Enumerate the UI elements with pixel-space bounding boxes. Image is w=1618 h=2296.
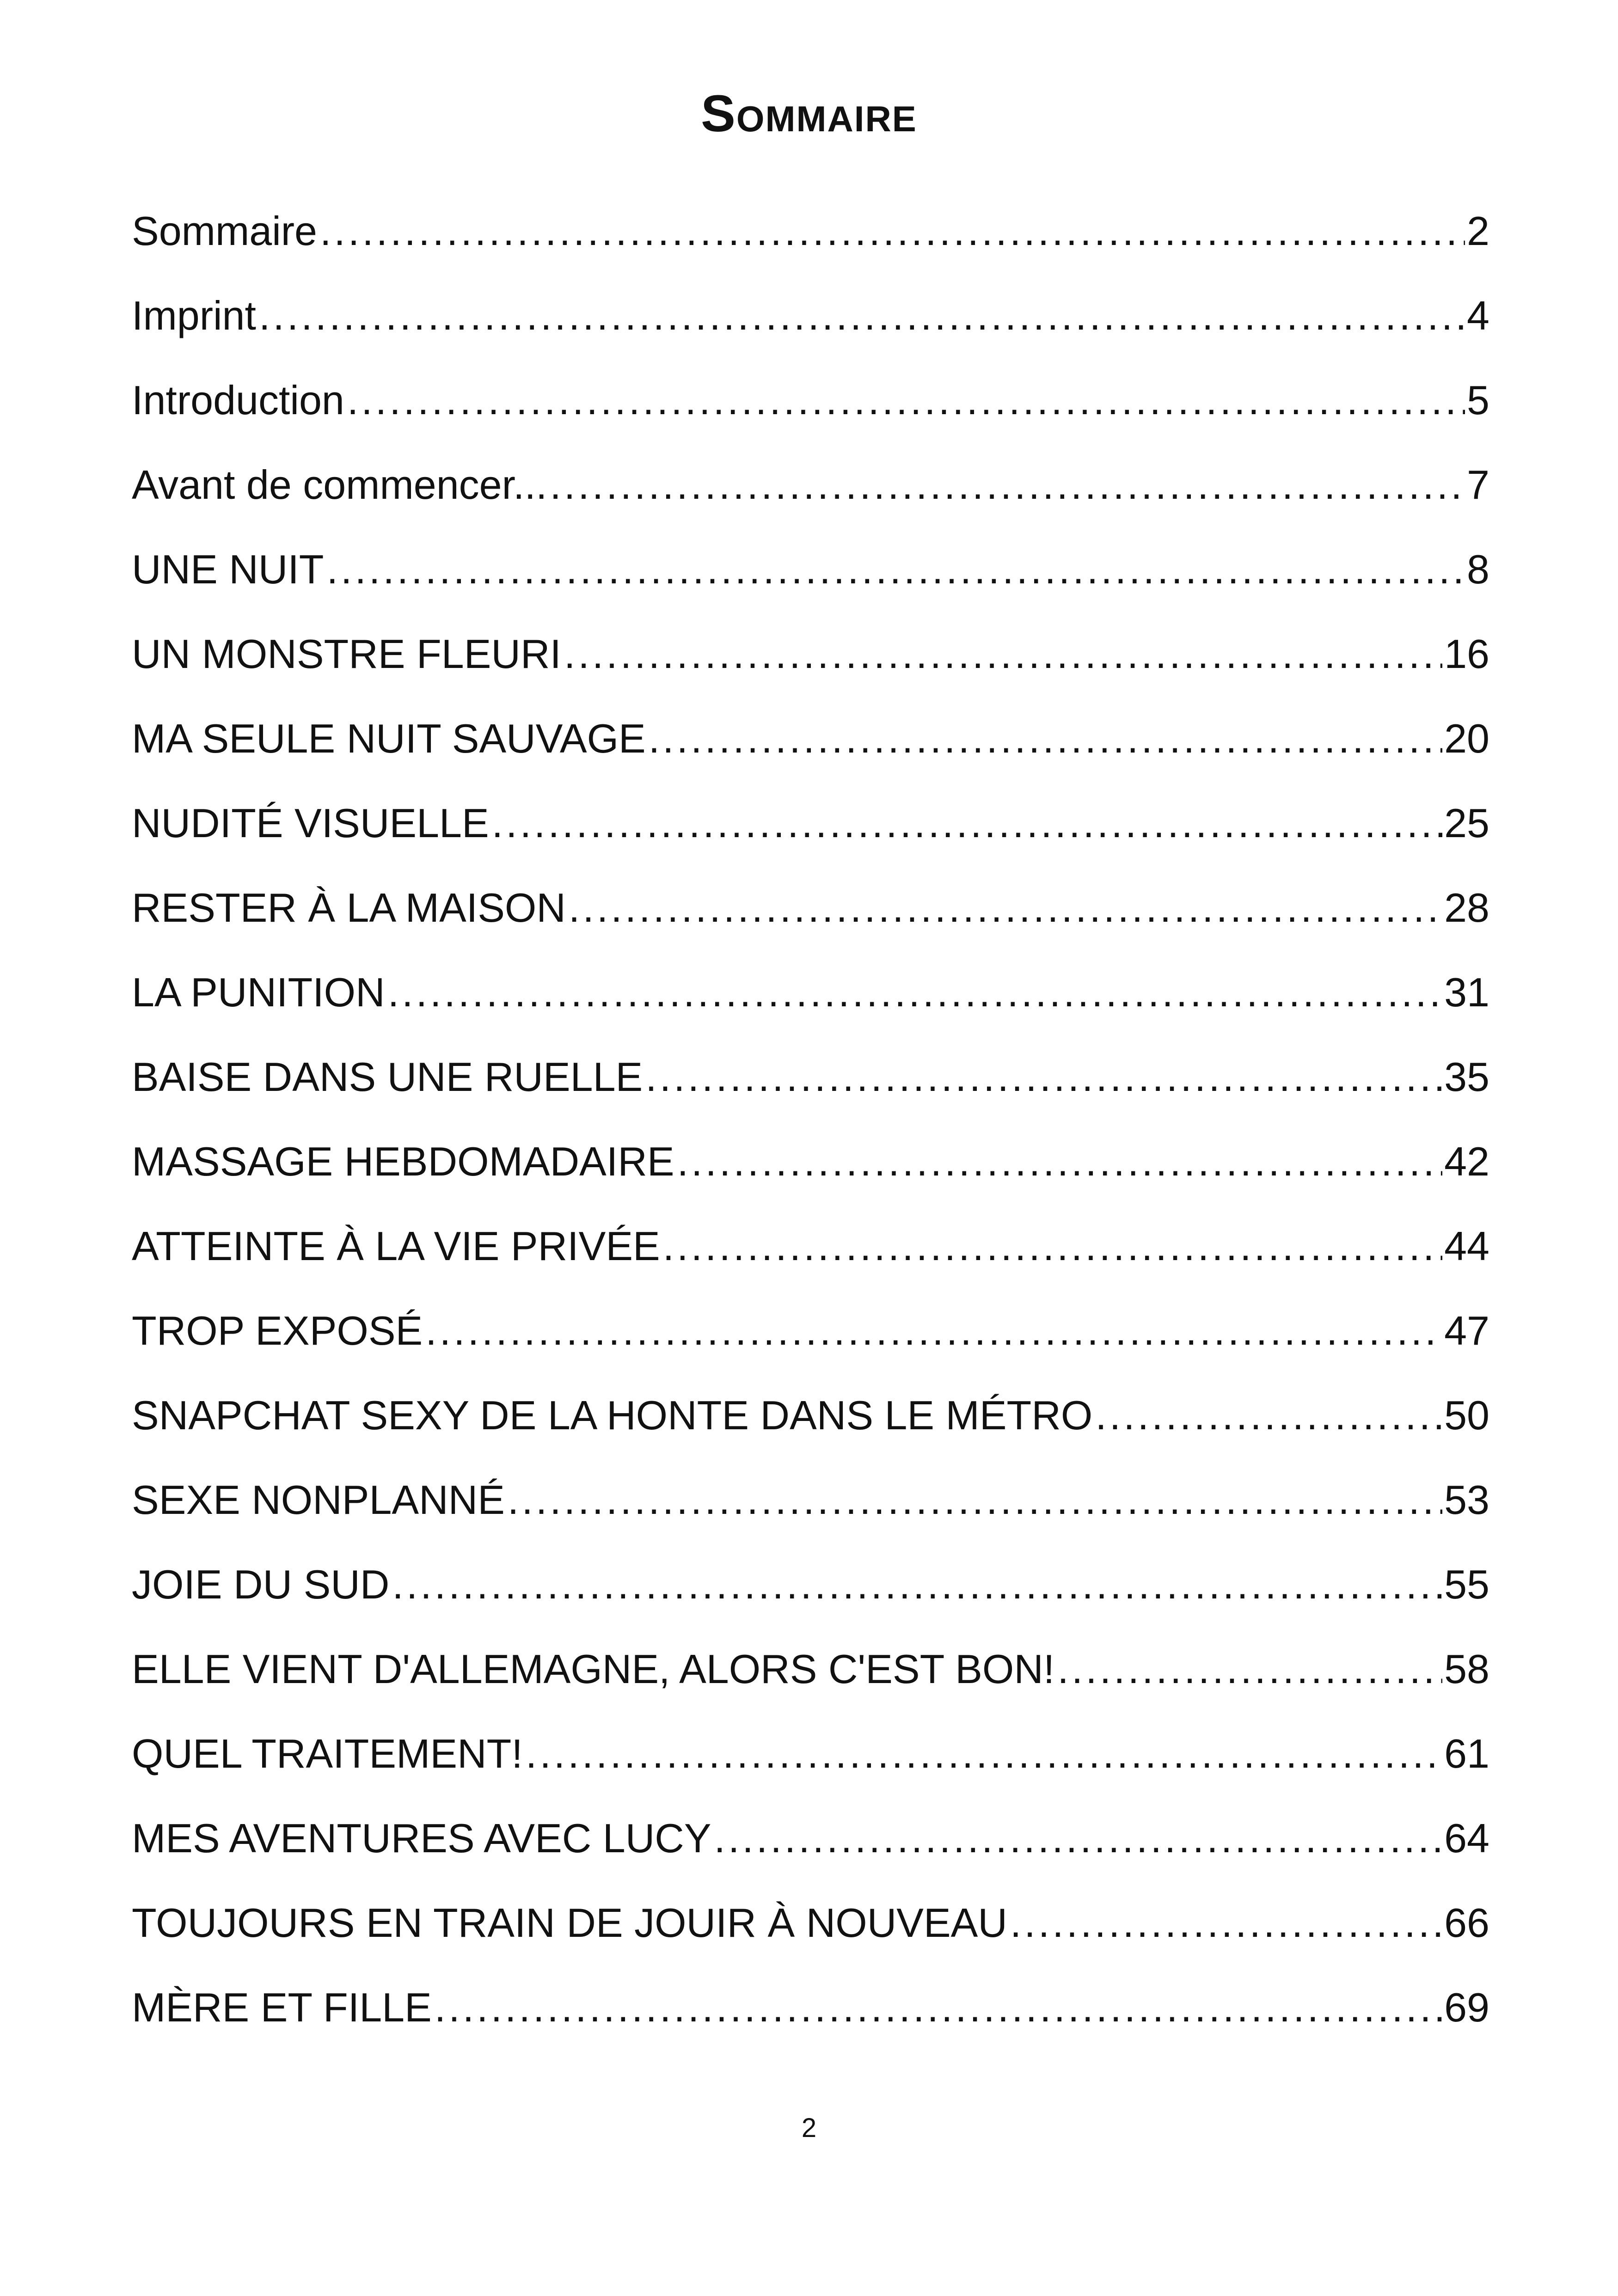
toc-entry[interactable] xyxy=(132,1721,1489,1806)
table-of-contents xyxy=(132,199,1489,2060)
toc-dot-leader xyxy=(714,1806,1443,1871)
toc-dot-leader xyxy=(569,876,1442,940)
toc-entry-page: 50 xyxy=(1444,1392,1489,1438)
toc-entry-page: 66 xyxy=(1444,1900,1489,1946)
toc-entry-label: SNAPCHAT SEXY DE LA HONTE DANS LE MÉTRO xyxy=(132,1383,1095,1448)
toc-dot-leader xyxy=(327,537,1465,602)
toc-entry-page: 47 xyxy=(1444,1308,1489,1353)
toc-dot-leader xyxy=(508,1468,1442,1532)
toc-entry-page: 69 xyxy=(1444,1984,1489,2030)
toc-entry-page: 61 xyxy=(1444,1731,1489,1776)
toc-entry-label: TOUJOURS EN TRAIN DE JOUIR À NOUVEAU xyxy=(132,1891,1010,1955)
toc-entry[interactable] xyxy=(132,1552,1489,1637)
toc-entry[interactable] xyxy=(132,1214,1489,1298)
toc-entry-page: 35 xyxy=(1444,1054,1489,1100)
toc-dot-leader xyxy=(320,199,1465,263)
toc-entry-page: 5 xyxy=(1467,377,1489,423)
toc-dot-leader xyxy=(526,1721,1442,1786)
toc-dot-leader xyxy=(649,706,1442,771)
toc-entry-label: BAISE DANS UNE RUELLE xyxy=(132,1045,645,1109)
toc-entry-label: ATTEINTE À LA VIE PRIVÉE xyxy=(132,1214,663,1279)
toc-dot-leader xyxy=(492,791,1442,856)
toc-dot-leader xyxy=(259,283,1465,348)
toc-dot-leader xyxy=(1095,1383,1442,1448)
toc-entry[interactable] xyxy=(132,1891,1489,1975)
toc-entry-label: ELLE VIENT D'ALLEMAGNE, ALORS C'EST BON! xyxy=(132,1637,1057,1702)
toc-dot-leader xyxy=(677,1129,1443,1194)
toc-entry[interactable] xyxy=(132,1637,1489,1721)
toc-entry-label: LA PUNITION xyxy=(132,960,388,1025)
toc-dot-leader xyxy=(550,453,1465,517)
toc-entry-page: 7 xyxy=(1467,462,1489,508)
toc-dot-leader xyxy=(645,1045,1442,1109)
toc-entry[interactable] xyxy=(132,960,1489,1045)
toc-entry-label: TROP EXPOSÉ xyxy=(132,1298,425,1363)
toc-entry-page: 42 xyxy=(1444,1139,1489,1184)
toc-dot-leader xyxy=(1057,1637,1442,1702)
toc-entry-page: 2 xyxy=(1467,208,1489,254)
toc-entry[interactable] xyxy=(132,876,1489,960)
toc-entry[interactable] xyxy=(132,199,1489,283)
toc-entry[interactable] xyxy=(132,1045,1489,1129)
toc-dot-leader xyxy=(435,1975,1442,2040)
toc-entry-page: 25 xyxy=(1444,800,1489,846)
toc-entry-label: JOIE DU SUD xyxy=(132,1552,392,1617)
page-title: Sommaire xyxy=(701,85,917,142)
toc-dot-leader xyxy=(388,960,1442,1025)
toc-entry[interactable] xyxy=(132,791,1489,876)
toc-dot-leader xyxy=(663,1214,1442,1279)
toc-dot-leader xyxy=(564,622,1442,686)
toc-entry[interactable] xyxy=(132,1129,1489,1214)
toc-entry-label: UN MONSTRE FLEURI xyxy=(132,622,564,686)
toc-entry[interactable] xyxy=(132,1298,1489,1383)
toc-entry-label: MA SEULE NUIT SAUVAGE xyxy=(132,706,649,771)
toc-entry-label: Sommaire xyxy=(132,199,320,263)
toc-dot-leader xyxy=(347,368,1465,433)
toc-entry-label: Avant de commencer... xyxy=(132,453,550,517)
toc-entry-page: 53 xyxy=(1444,1477,1489,1523)
toc-entry-label: QUEL TRAITEMENT! xyxy=(132,1721,526,1786)
toc-dot-leader xyxy=(425,1298,1442,1363)
toc-entry[interactable] xyxy=(132,1383,1489,1468)
toc-entry-page: 55 xyxy=(1444,1561,1489,1607)
toc-entry[interactable] xyxy=(132,537,1489,622)
toc-entry[interactable] xyxy=(132,283,1489,368)
toc-entry-label: NUDITÉ VISUELLE xyxy=(132,791,492,856)
toc-entry[interactable] xyxy=(132,1975,1489,2060)
toc-entry-label: MES AVENTURES AVEC LUCY xyxy=(132,1806,714,1871)
toc-entry-page: 8 xyxy=(1467,546,1489,592)
page-number: 2 xyxy=(801,2113,817,2143)
toc-entry-page: 31 xyxy=(1444,969,1489,1015)
toc-entry[interactable] xyxy=(132,453,1489,537)
toc-entry-label: Introduction xyxy=(132,368,347,433)
toc-entry-label: MÈRE ET FILLE xyxy=(132,1975,435,2040)
toc-entry-label: UNE NUIT xyxy=(132,537,327,602)
toc-entry[interactable] xyxy=(132,706,1489,791)
toc-entry[interactable] xyxy=(132,1806,1489,1891)
toc-entry[interactable] xyxy=(132,1468,1489,1552)
toc-entry-page: 28 xyxy=(1444,885,1489,931)
toc-entry-page: 16 xyxy=(1444,631,1489,677)
toc-entry[interactable] xyxy=(132,368,1489,453)
toc-entry-page: 20 xyxy=(1444,716,1489,761)
toc-entry-label: MASSAGE HEBDOMADAIRE xyxy=(132,1129,677,1194)
toc-entry-page: 64 xyxy=(1444,1815,1489,1861)
toc-entry[interactable] xyxy=(132,622,1489,706)
toc-entry-label: Imprint xyxy=(132,283,259,348)
toc-entry-page: 44 xyxy=(1444,1223,1489,1269)
toc-entry-label: SEXE NONPLANNÉ xyxy=(132,1468,508,1532)
toc-entry-page: 4 xyxy=(1467,293,1489,338)
toc-dot-leader xyxy=(1010,1891,1442,1955)
toc-entry-label: RESTER À LA MAISON xyxy=(132,876,569,940)
toc-entry-page: 58 xyxy=(1444,1646,1489,1692)
toc-dot-leader xyxy=(392,1552,1442,1617)
